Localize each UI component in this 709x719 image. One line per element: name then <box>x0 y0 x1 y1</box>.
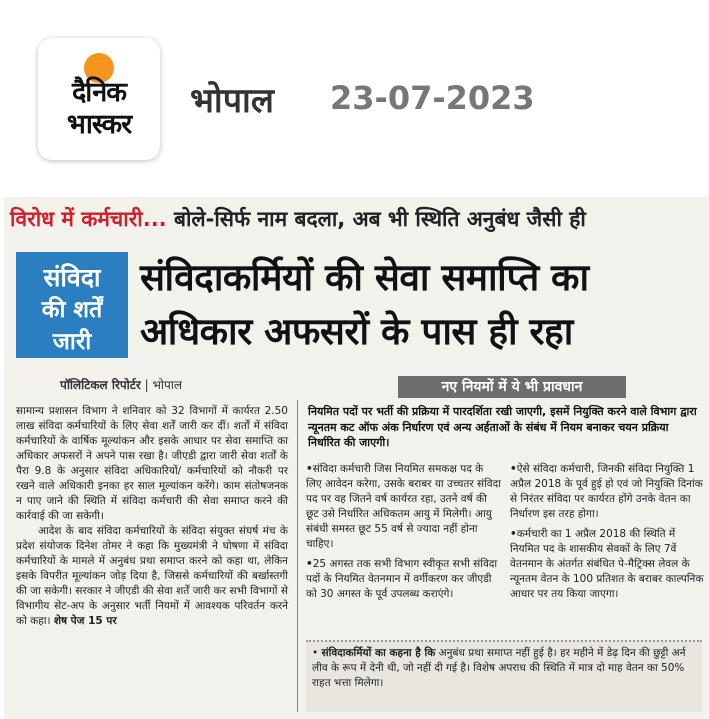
provisions-column-1 <box>306 462 502 607</box>
body-paragraph-2-text: आदेश के बाद संविदा कर्मचारियों के संविदा संयुक्त संघर्ष मंच के प्रदेश संयोजक दिनेश तोमर ने कहा कि मुख्यमंत्री ने घोषणा में संविदा कर्मचारियों के मामले में अनुबंध प्रथा समाप्त करने को कहा था, लेकिन इसके विपरीत मूल्यांकन जोड़ दिया है, जिससे कर्मचारियों की बर्खास्तगी की जा सकेगी। सरकार ने जीएडी की सेवा शर्तें जारी कर सभी विभागों से विभागीय सेट-अप के अनुसार भर्ती नियमों में आवश्यक परिवर्तन करने को कहा। <box>16 525 288 627</box>
note-lead: संविदाकर्मियों का कहना है कि <box>321 647 436 659</box>
headline-line1: संविदाकर्मियों की सेवा समाप्ति का <box>140 256 589 299</box>
edition-city: भोपाल <box>190 81 274 121</box>
byline <box>60 376 182 393</box>
headline-line2: अधिकार अफसरों के पास ही रहा <box>140 310 573 353</box>
badge-line3: जारी <box>52 329 92 355</box>
provisions-box-title: नए नियमों में ये भी प्रावधान <box>398 376 626 398</box>
article-body <box>16 404 288 629</box>
continued-note: शेष पेज 15 पर <box>53 615 117 627</box>
kicker <box>10 205 700 233</box>
badge-line2: की शर्तें <box>41 297 103 323</box>
kicker-highlight: विरोध में कर्मचारी... <box>10 207 167 231</box>
dainik-bhaskar-logo <box>38 38 160 160</box>
provisions-lead: नियमित पदों पर भर्ती की प्रक्रिया में पारदर्शिता रखी जाएगी, इसमें नियुक्ति करने वाले विभाग द्वारा न्यूनतम कट ऑफ अंक निर्धारण एवं अन्य अर्हताओं के संबंध में नियम बनाकर चयन प्रक्रिया निर्धारित की जाएगी। <box>308 405 697 449</box>
edition-date: 23-07-2023 <box>330 79 535 117</box>
logo-text-line1: दैनिक <box>71 77 127 108</box>
provision-bullet: • 25 अगस्त तक सभी विभाग स्वीकृत सभी संविदा पदों के नियमित वेतनमान में वर्गीकरण कर जीएडी को 30 अगस्त के पूर्व उपलब्ध कराएंगे। <box>306 557 502 602</box>
byline-name: पॉलिटिकल रिपोर्टर <box>60 378 141 392</box>
badge-line1: संविदा <box>43 263 101 292</box>
body-paragraph-2 <box>16 524 288 629</box>
provision-bullet: • ऐसे संविदा कर्मचारी, जिनकी संविदा नियुक्ति 1 अप्रैल 2018 के पूर्व हुई हो एवं जो नियुक्ति दिनांक से निरंतर संविदा पर कार्यरत होंगे उनके वेतन का निर्धारण इस तरह होगा। <box>510 462 704 522</box>
employee-opinion-note: • संविदाकर्मियों का कहना है कि अनुबंध प्रथा समाप्त नहीं हुई है। हर महीने में डेढ़ दिन की छुट्टी अर्न लीव के रूप में देनी थी, जो नहीं दी गई है। विशेष अपराध की स्थिति में मात्र दो माह वेतन का 50% राहत भत्ता मिलेगा। <box>306 640 702 712</box>
column-divider <box>297 400 298 712</box>
provision-bullet: • संविदा कर्मचारी जिस नियमित समकक्ष पद के लिए आवेदन करेगा, उसके बराबर या उच्चतर संविदा पद पर वह जितने वर्ष कार्यरत रहा, उतने वर्ष की छूट उसे निर्धारित अधिकतम आयु में मिलेगी। आयु संबंधी समस्त छूट 55 वर्ष से ज्यादा नहीं होना चाहिए। <box>306 462 502 552</box>
provision-bullet: • कर्मचारी का 1 अप्रैल 2018 की स्थिति में नियमित पद के शासकीय सेवकों के लिए 7वें वेतनमान के अंतर्गत संबंधित पे-मैट्रिक्स लेवल के न्यूनतम वेतन के 100 प्रतिशत के बराबर काल्पनिक आधार पर तय किया जाएगा। <box>510 527 704 602</box>
note-text: अनुबंध प्रथा समाप्त नहीं हुई है। हर महीने में डेढ़ दिन की छुट्टी अर्न लीव के रूप में देनी थी, जो नहीं दी गई है। विशेष अपराध की स्थिति में मात्र दो माह वेतन का 50% राहत भत्ता मिलेगा। <box>312 647 686 689</box>
provisions-column-2 <box>510 462 704 607</box>
logo-text-line2: भास्कर <box>66 109 132 140</box>
body-paragraph-1: सामान्य प्रशासन विभाग ने शनिवार को 32 विभागों में कार्यरत 2.50 लाख संविदा कर्मचारियों के लिए सेवा शर्तें जारी कर दीं। शर्तों में संविदा कर्मचारियों के वार्षिक मूल्यांकन और इसके आधार पर सेवा समाप्ति का अधिकार अफसरों ने अपने पास रखा है। जीएडी द्वारा जारी सेवा शर्तों के पैरा 9.8 के अनुसार संविदा अधिकारियों/ कर्मचारियों को नौकरी पर रखने वाले अधिकारी इनका हर साल मूल्यांकन करेंगे। काम संतोषजनक न पाए जाने की स्थिति में संविदा कर्मचारी की सेवा समाप्त करने की कार्रवाई की जा सकेगी। <box>16 405 288 522</box>
kicker-text: बोले-सिर्फ नाम बदला, अब भी स्थिति अनुबंध जैसी ही <box>166 207 586 231</box>
topic-badge <box>16 252 128 358</box>
byline-place: | भोपाल <box>140 378 183 392</box>
